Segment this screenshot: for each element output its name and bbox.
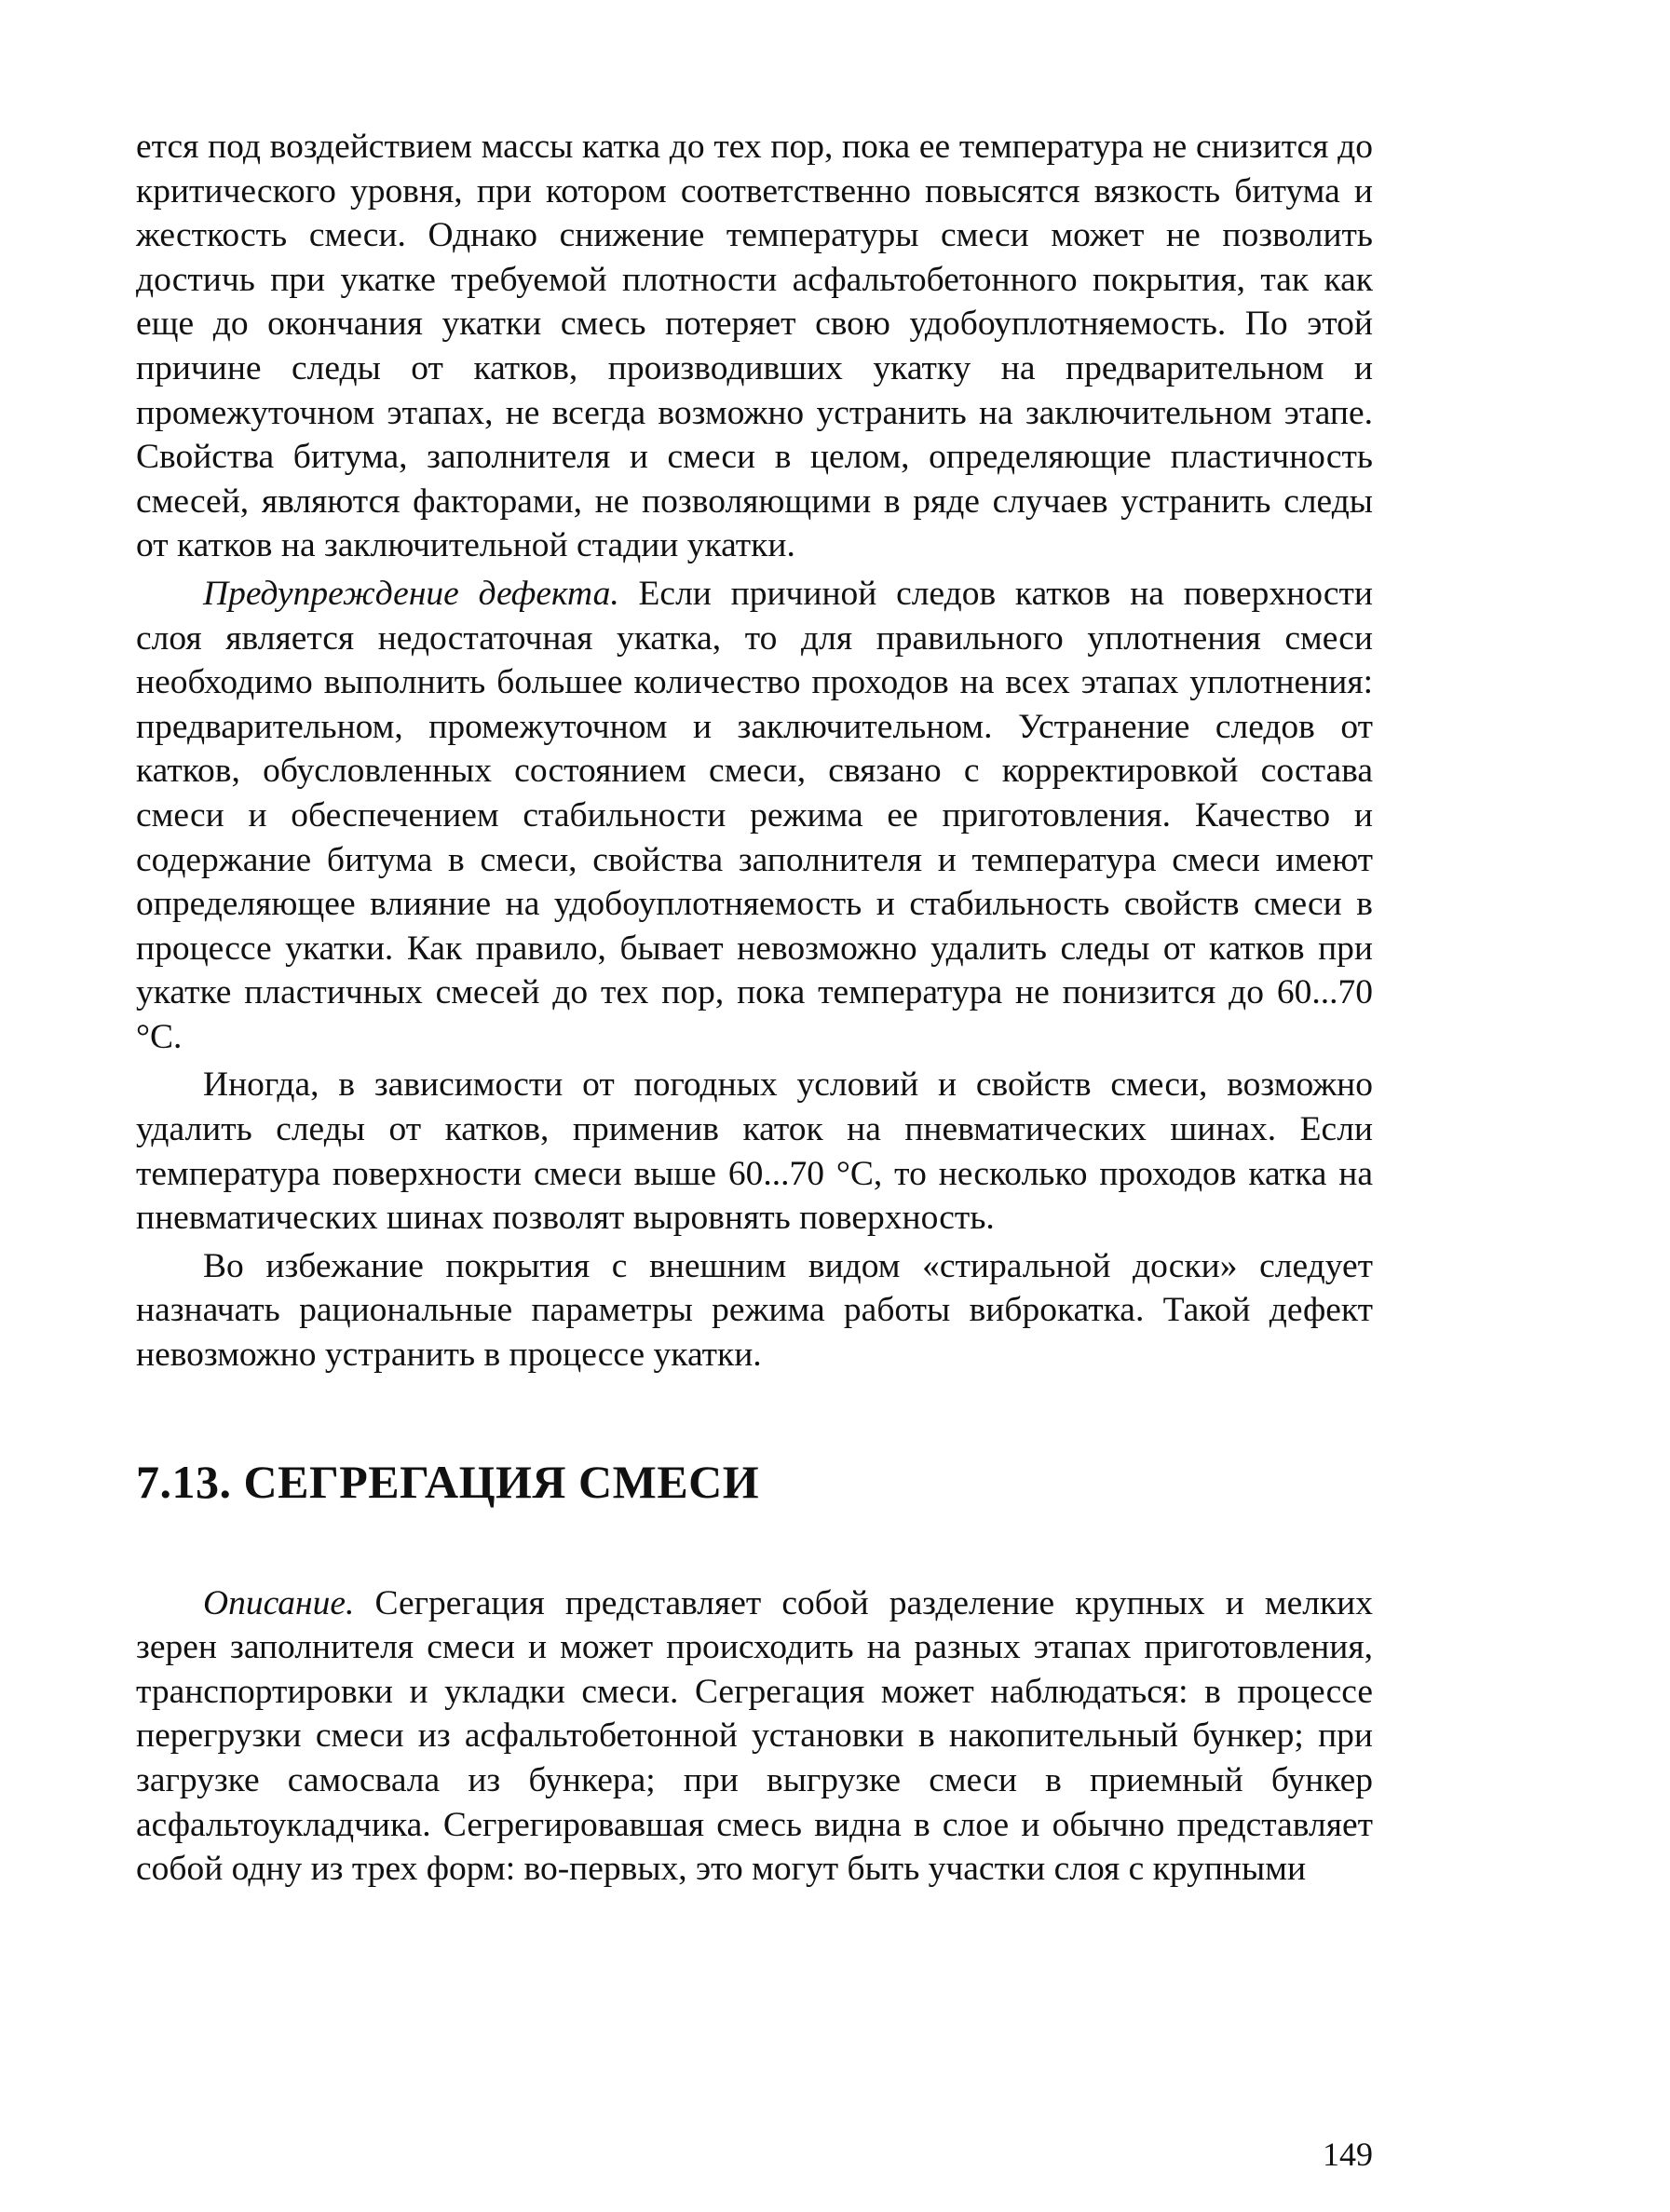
intro-paragraph: ется под воздействием массы катка до тех пор, пока ее температура не снизится до критического уровня, при котором соответственно повысятся вязкость битума и жесткость смеси. Однако снижение температуры смеси может не позволить достичь при укатке требуемой плотности асфальтобетонного покрытия, так как еще до окончания укатки смесь потеряет свою удобоуплотняемость. По этой причине следы от катков, производивших укатку на предварительном и промежуточном этапах, не всегда возможно устранить на заключительном этапе. Свойства битума, заполнителя и смеси в целом, определяющие пластичность смесей, являются факторами, не позволяющими в ряде случаев устранить следы от катков на заключительной стадии укатки.	[136, 128, 1373, 565]
description-text: Сегрегация представляет собой разделение крупных и мелких зерен заполнителя смеси и может происходить на разных этапах приготовления, транспортировки и укладки смеси. Сегрегация может наблюдаться: в процессе перегрузки смеси из асфальтобетонной установки в накопительный бункер; при загрузке самосвала из бункера; при выгрузке смеси в приемный бункер асфальтоукладчика. Сегрегировавшая смесь видна в слое и обычно представляет собой одну из трех форм: во-первых, это могут быть участки слоя с крупными	[136, 1583, 1373, 1889]
description-paragraph	[136, 1581, 1373, 1892]
prevention-text: Если причиной следов катков на поверхности слоя является недостаточная укатка, то для правильного уплотнения смеси необходимо выполнить большее количество проходов на всех этапах уплотнения: предварительном, промежуточном и заключительном. Устранение следов от катков, обусловленных состоянием смеси, связано с корректировкой состава смеси и обеспечением стабильности режима ее приготовления. Качество и содержание битума в смеси, свойства заполнителя и температура смеси имеют определяющее влияние на удобоуплотняемость и стабильность свойств смеси в процессе укатки. Как правило, бывает невозможно удалить следы от катков при укатке пластичных смесей до тех пор, пока температура не понизится до 60...70 °С.	[136, 574, 1373, 1056]
section-heading: 7.13. СЕГРЕГАЦИЯ СМЕСИ	[136, 1455, 760, 1508]
pneumatic-paragraph: Иногда, в зависимости от погодных условий и свойств смеси, возможно удалить следы от катков, применив каток на пневматических шинах. Если температура поверхности смеси выше 60...70 °С, то несколько проходов катка на пневматических шинах позволят выровнять поверхность.	[136, 1065, 1373, 1238]
washboard-paragraph: Во избежание покрытия с внешним видом «стиральной доски» следует назначать рациональные параметры режима работы виброкатка. Такой дефект невозможно устранить в процессе укатки.	[136, 1246, 1373, 1375]
page-number: 149	[1323, 2136, 1373, 2173]
prevention-lead: Предупреждение дефекта.	[203, 574, 619, 613]
prevention-paragraph	[136, 572, 1373, 1060]
page-body	[136, 125, 1373, 1892]
description-lead: Описание.	[203, 1583, 355, 1622]
